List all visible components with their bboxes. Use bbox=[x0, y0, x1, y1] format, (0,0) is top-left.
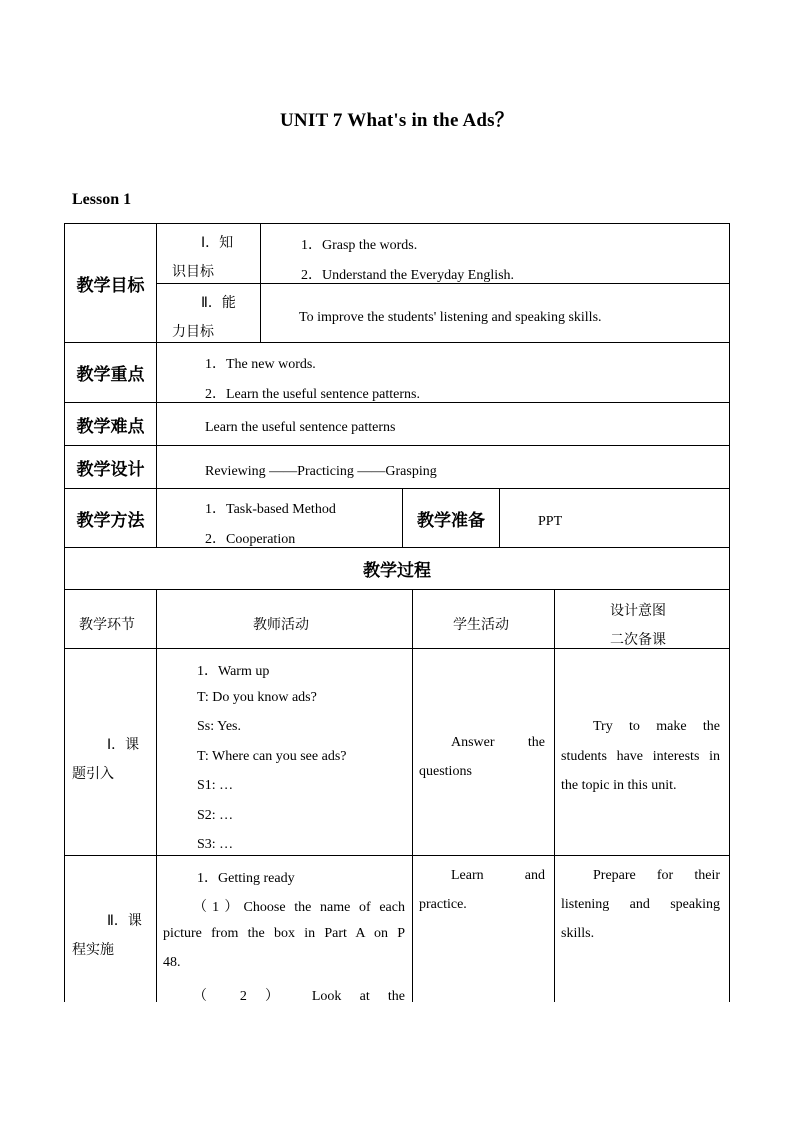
stage-header bbox=[65, 590, 157, 649]
difficulties-content bbox=[157, 403, 730, 446]
design-label: 教学设计 bbox=[65, 446, 157, 489]
knowledge-goal-label-line2: 识目标 bbox=[172, 264, 214, 280]
design-content bbox=[157, 446, 730, 489]
knowledge-goal-label bbox=[157, 224, 261, 284]
difficulties-text: Learn the useful sentence patterns bbox=[205, 420, 396, 435]
intent-cell bbox=[555, 856, 730, 1002]
teacher-line: （1）Choose the name of each bbox=[193, 900, 405, 915]
intent-line: Prepare for their bbox=[593, 868, 720, 883]
intent-header-line1: 设计意图 bbox=[610, 603, 666, 619]
teacher-line: T: Where can you see ads? bbox=[197, 749, 347, 764]
student-activity-header bbox=[413, 590, 555, 649]
stage-label-line1: Ⅰ．课 bbox=[107, 737, 140, 753]
stage-cell bbox=[65, 649, 157, 856]
ability-goal-label bbox=[157, 284, 261, 343]
lesson-heading: Lesson 1 bbox=[72, 191, 132, 208]
ability-goal-label-line1: Ⅱ．能 bbox=[201, 295, 236, 311]
teacher-line: 1．Warm up bbox=[197, 664, 270, 679]
intent-header bbox=[555, 590, 730, 649]
teacher-activity-cell bbox=[157, 649, 413, 856]
process-title: 教学过程 bbox=[65, 548, 730, 590]
intent-line: skills. bbox=[561, 926, 595, 941]
knowledge-goal-item: 2．Understand the Everyday English. bbox=[301, 268, 515, 283]
lesson-plan-table bbox=[64, 223, 730, 1002]
teacher-line: Ss: Yes. bbox=[197, 719, 241, 734]
intent-line: Try to make the bbox=[593, 719, 720, 734]
methods-label: 教学方法 bbox=[65, 489, 157, 548]
key-point-item: 1．The new words. bbox=[205, 357, 316, 372]
teacher-line: （ 2 ） Look at the bbox=[193, 989, 405, 1002]
ability-goal-text: To improve the students' listening and speaking skills. bbox=[299, 310, 602, 325]
knowledge-goal-content bbox=[261, 224, 730, 284]
intent-line: students have interests in bbox=[561, 749, 720, 764]
teacher-activity-header bbox=[157, 590, 413, 649]
student-activity-cell bbox=[413, 649, 555, 856]
key-point-item: 2．Learn the useful sentence patterns. bbox=[205, 387, 420, 402]
objectives-label: 教学目标 bbox=[65, 224, 157, 343]
teacher-line: S3: … bbox=[197, 837, 234, 852]
teacher-activity-header-text: 教师活动 bbox=[253, 617, 309, 633]
intent-header-line2: 二次备课 bbox=[610, 632, 666, 648]
teacher-activity-cell bbox=[157, 856, 413, 1002]
ability-goal-label-line2: 力目标 bbox=[172, 324, 214, 340]
teacher-line: 48. bbox=[163, 955, 181, 970]
design-text: Reviewing ——Practicing ——Grasping bbox=[205, 464, 437, 479]
student-line: Answer the bbox=[451, 735, 545, 750]
intent-cell bbox=[555, 649, 730, 856]
document-title: UNIT 7 What's in the Ads？ bbox=[280, 110, 514, 131]
method-item: 2．Cooperation bbox=[205, 532, 296, 547]
stage-header-text: 教学环节 bbox=[79, 617, 135, 633]
methods-content bbox=[157, 489, 403, 548]
stage-label-line2: 题引入 bbox=[72, 766, 114, 782]
student-line: questions bbox=[419, 764, 472, 779]
key-points-content bbox=[157, 343, 730, 403]
stage-label-line1: Ⅱ．课 bbox=[107, 913, 142, 929]
student-activity-header-text: 学生活动 bbox=[453, 617, 509, 633]
method-item: 1．Task-based Method bbox=[205, 502, 336, 517]
teacher-line: S1: … bbox=[197, 778, 234, 793]
intent-line: listening and speaking bbox=[561, 897, 720, 912]
student-line: practice. bbox=[419, 897, 467, 912]
teacher-line: picture from the box in Part A on P bbox=[163, 926, 405, 941]
preparation-content bbox=[500, 489, 730, 548]
stage-cell bbox=[65, 856, 157, 1002]
knowledge-goal-item: 1．Grasp the words. bbox=[301, 238, 418, 253]
teacher-line: 1．Getting ready bbox=[197, 871, 295, 886]
student-activity-cell bbox=[413, 856, 555, 1002]
knowledge-goal-label-line1: Ⅰ．知 bbox=[201, 235, 234, 251]
preparation-label: 教学准备 bbox=[403, 489, 500, 548]
stage-label-line2: 程实施 bbox=[72, 942, 114, 958]
ability-goal-content bbox=[261, 284, 730, 343]
intent-line: the topic in this unit. bbox=[561, 778, 677, 793]
preparation-value: PPT bbox=[538, 514, 563, 529]
teacher-line: S2: … bbox=[197, 808, 234, 823]
key-points-label: 教学重点 bbox=[65, 343, 157, 403]
student-line: Learn and bbox=[451, 868, 545, 883]
teacher-line: T: Do you know ads? bbox=[197, 690, 317, 705]
difficulties-label: 教学难点 bbox=[65, 403, 157, 446]
